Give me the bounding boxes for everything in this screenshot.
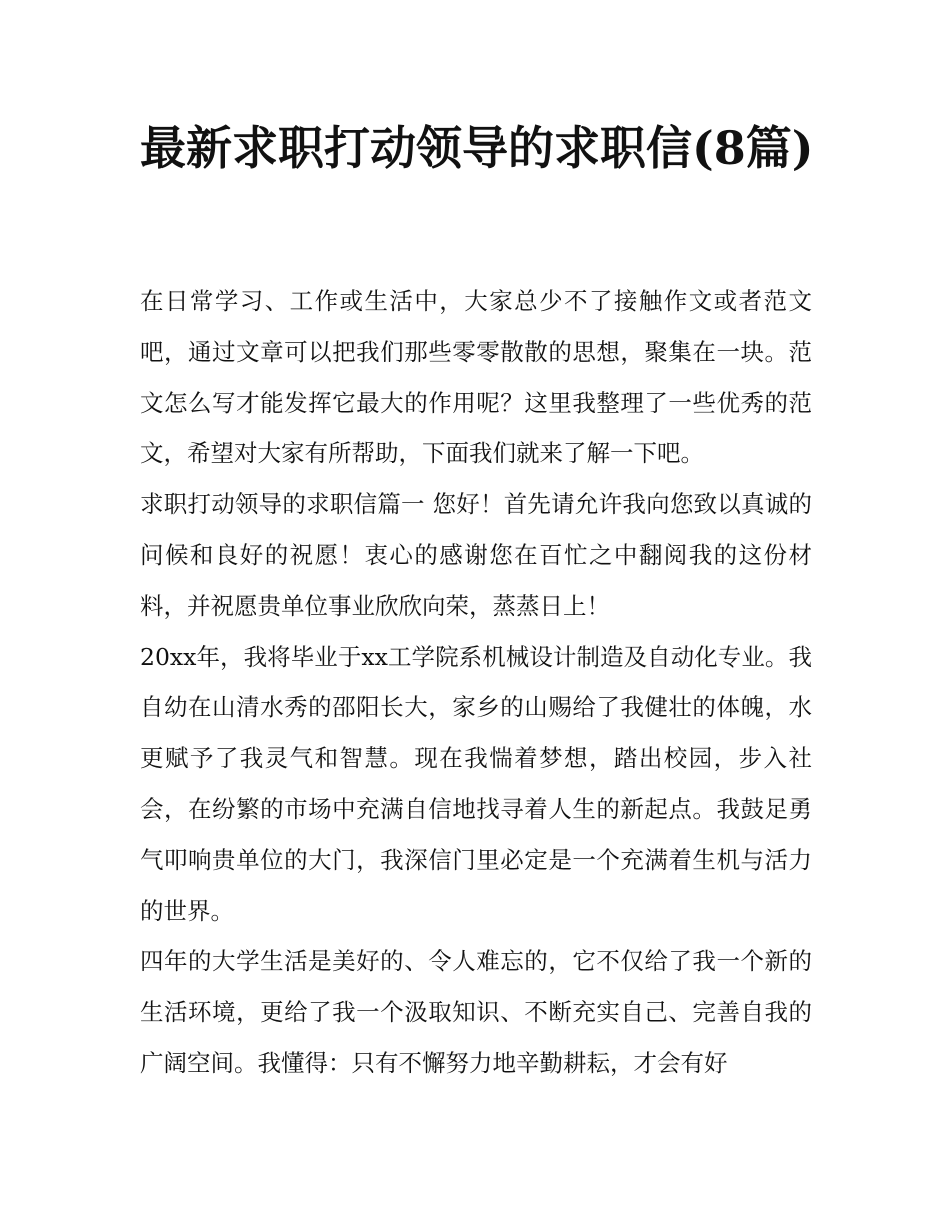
document-title: 最新求职打动领导的求职信(8篇) (140, 121, 814, 175)
document-body (140, 276, 812, 1089)
paragraph-greeting: 求职打动领导的求职信篇一 您好！首先请允许我向您致以真诚的问候和良好的祝愿！衷心的感谢您在百忙之中翻阅我的这份材料，并祝愿贵单位事业欣欣向荣，蒸蒸日上！ (140, 490, 812, 620)
paragraph-intro: 在日常学习、工作或生活中，大家总少不了接触作文或者范文吧，通过文章可以把我们那些零零散散的思想，聚集在一块。范文怎么写才能发挥它最大的作用呢？这里我整理了一些优秀的范文，希望对大家有所帮助，下面我们就来了解一下吧。 (140, 287, 812, 468)
paragraph-university: 四年的大学生活是美好的、令人难忘的，它不仅给了我一个新的生活环境，更给了我一个汲取知识、不断充实自己、完善自我的广阔空间。我懂得：只有不懈努力地辛勤耕耘，才会有好 (140, 947, 812, 1077)
paragraph-background: 20xx年，我将毕业于xx工学院系机械设计制造及自动化专业。我自幼在山清水秀的邵阳长大，家乡的山赐给了我健壮的体魄，水更赋予了我灵气和智慧。现在我惴着梦想，踏出校园，步入社会，在纷繁的市场中充满自信地找寻着人生的新起点。我鼓足勇气叩响贵单位的大门，我深信门里必定是一个充满着生机与活力的世界。 (140, 642, 812, 925)
